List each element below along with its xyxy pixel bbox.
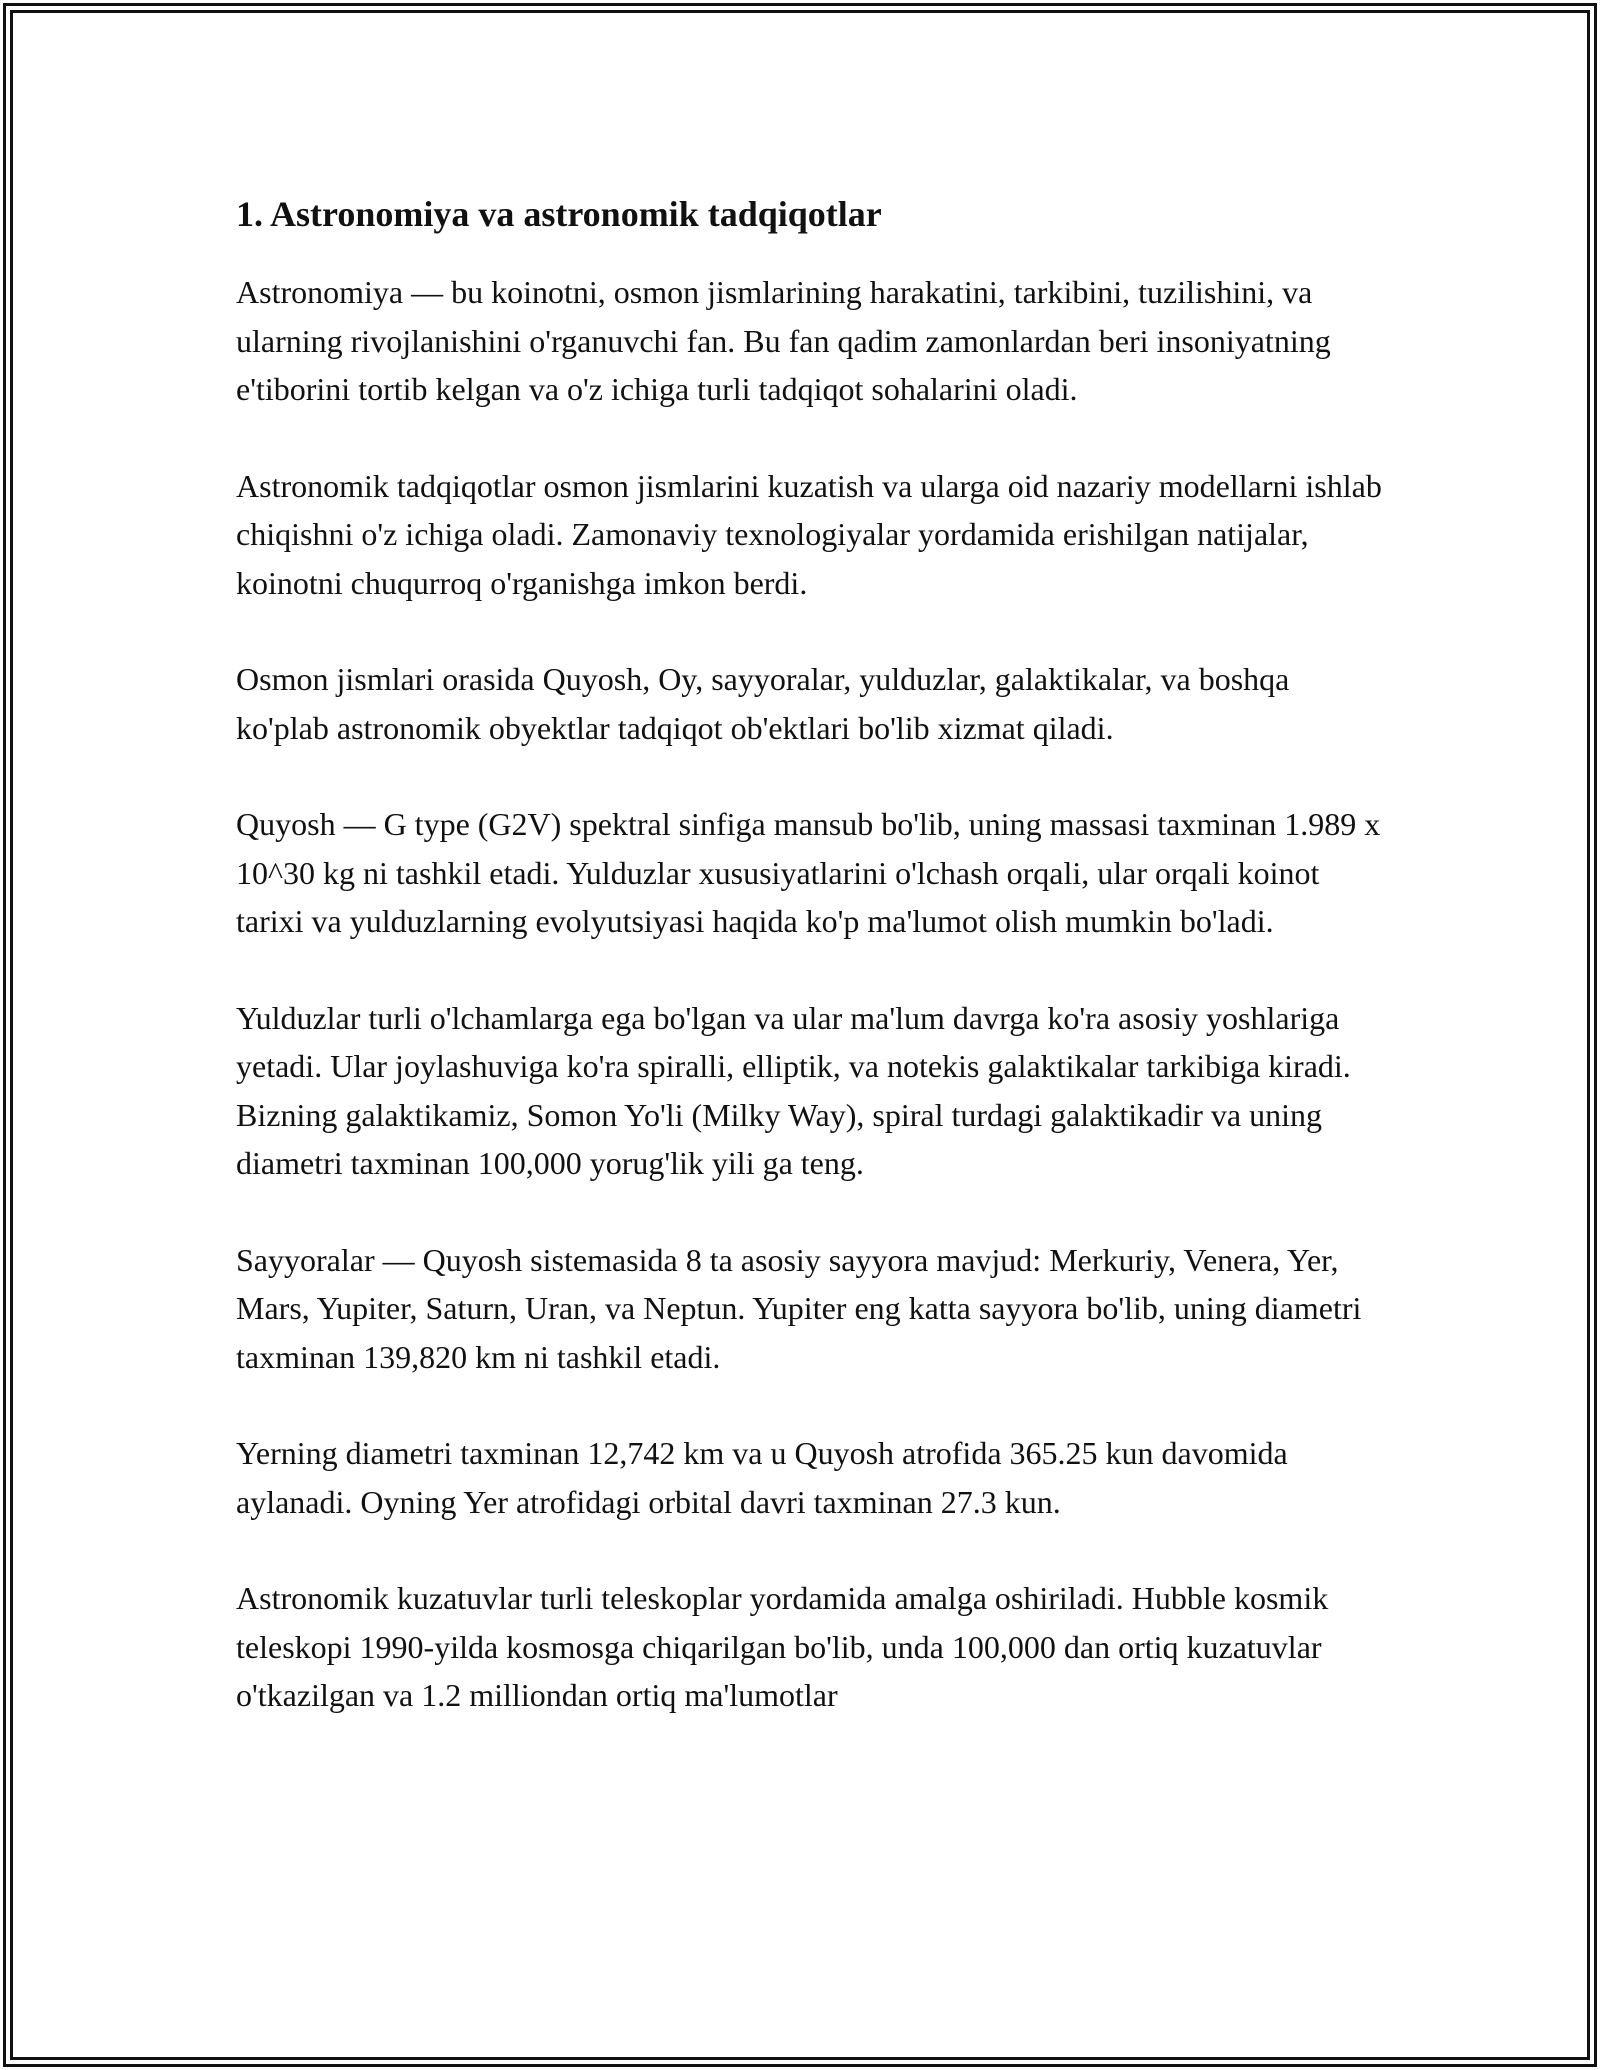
paragraph-earth: Yerning diametri taxminan 12,742 km va u Quyosh atrofida 365.25 kun davomida aylanadi. Oyning Yer atrofidagi orbital davri taxminan 27.3 kun. [236,1435,1288,1520]
paragraph-intro: Astronomiya — bu koinotni, osmon jismlarining harakatini, tarkibini, tuzilishini, va ularning rivojlanishini o'rganuvchi fan. Bu fan qadim zamonlardan beri insoniyatning e'tiborini tortib kelgan va o'z ichiga turli tadqiqot sohalarini oladi. [236,274,1331,407]
paragraph-stars: Yulduzlar turli o'lchamlarga ega bo'lgan va ular ma'lum davrga ko'ra asosiy yoshlariga yetadi. Ular joylashuviga ko'ra spiralli, elliptik, va notekis galaktikalar tarkibiga kiradi. Bizning galaktikamiz, Somon Yo'li (Milky Way), spiral turdagi galaktikadir va uning diametri taxminan 100,000 yorug'lik yili ga teng. [236,999,1351,1181]
paragraph-observations: Astronomik kuzatuvlar turli teleskoplar yordamida amalga oshiriladi. Hubble kosmik teleskopi 1990-yilda kosmosga chiqarilgan bo'lib, unda 100,000 dan ortiq kuzatuvlar o'tkazilgan va 1.2 milliondan ortiq ma'lumotlar [236,1580,1329,1713]
document-body [236,186,1386,1768]
paragraph-planets: Sayyoralar — Quyosh sistemasida 8 ta asosiy sayyora mavjud: Merkuriy, Venera, Yer, Mars, Yupiter, Saturn, Uran, va Neptun. Yupiter eng katta sayyora bo'lib, uning diametri taxminan 139,820 km ni tashkil etadi. [236,1241,1362,1375]
paragraph-celestial-bodies: Osmon jismlari orasida Quyosh, Oy, sayyoralar, yulduzlar, galaktikalar, va boshqa ko'plab astronomik obyektlar tadqiqot ob'ektlari bo'lib xizmat qiladi. [236,661,1290,746]
paragraph-research: Astronomik tadqiqotlar osmon jismlarini kuzatish va ularga oid nazariy modellarni ishlab chiqishni o'z ichiga oladi. Zamonaviy texnologiyalar yordamida erishilgan natijalar, koinotni chuqurroq o'rganishga imkon berdi. [236,467,1382,601]
paragraph-sun: Quyosh — G type (G2V) spektral sinfiga mansub bo'lib, uning massasi taxminan 1.989 x 10^30 kg ni tashkil etadi. Yulduzlar xususiyatlarini o'lchash orqali, ular orqali koinot tarixi va yulduzlarning evolyutsiyasi haqida ko'p ma'lumot olish mumkin bo'ladi. [236,806,1381,939]
section-heading: 1. Astronomiya va astronomik tadqiqotlar [236,194,882,234]
